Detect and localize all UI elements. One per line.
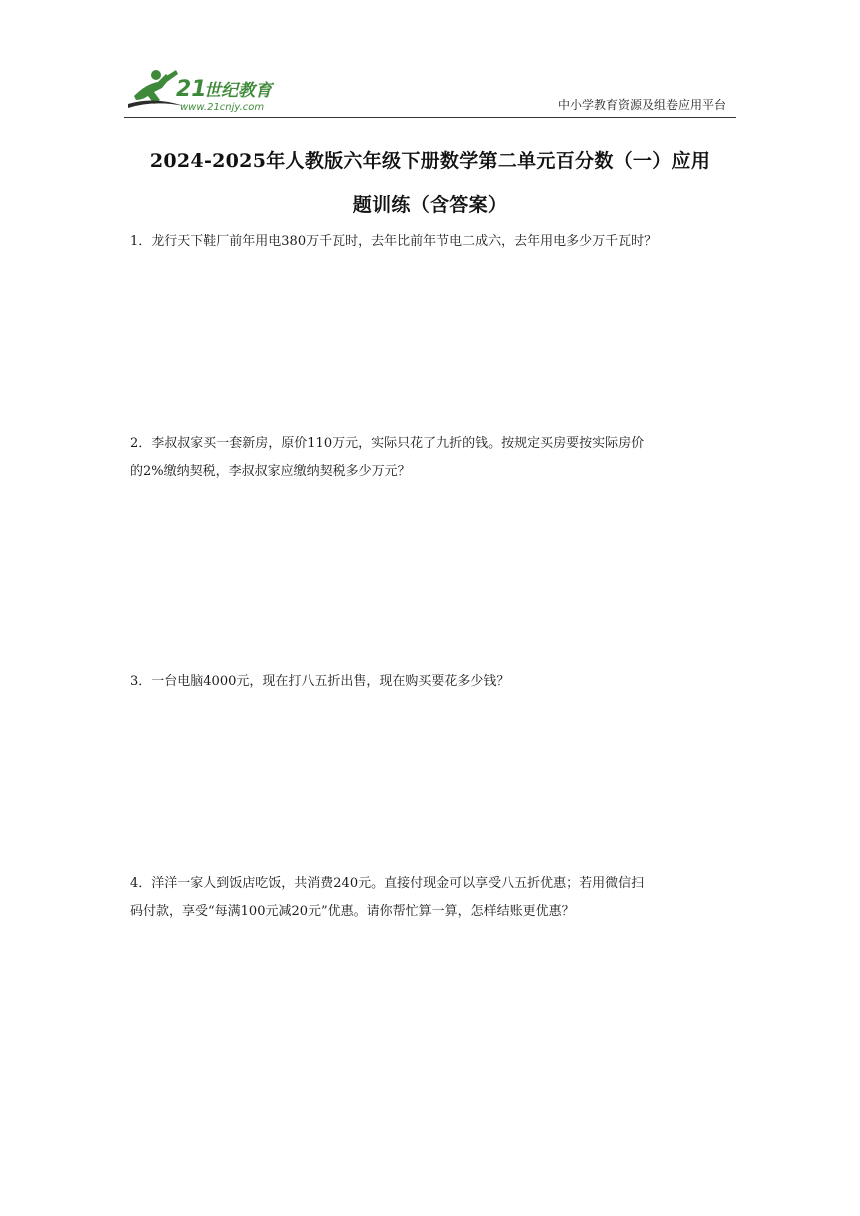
question-4 (130, 870, 740, 926)
question-4-line-2: 码付款，享受“每满100元减20元”优惠。请你帮忙算一算，怎样结账更优惠？ (130, 904, 575, 919)
question-1 (130, 228, 740, 256)
question-2 (130, 430, 740, 486)
question-1-line-1: 1．龙行天下鞋厂前年用电380万千瓦时，去年比前年节电二成六，去年用电多少万千瓦时？ (130, 234, 658, 249)
svg-text:21: 21 (176, 77, 207, 102)
question-2-line-2: 的2%缴纳契税，李叔叔家应缴纳契税多少万元？ (130, 464, 411, 479)
question-4-line-1: 4．洋洋一家人到饭店吃饭，共消费240元。直接付现金可以享受八五折优惠；若用微信扫 (130, 876, 645, 891)
question-3 (130, 668, 740, 696)
svg-text:www.21cnjy.com: www.21cnjy.com (180, 102, 265, 113)
page-header (124, 66, 736, 118)
svg-text:世纪教育: 世纪教育 (204, 81, 272, 101)
document-title-line-1: 2024-2025年人教版六年级下册数学第二单元百分数（一）应用 (149, 150, 711, 172)
question-2-line-1: 2．李叔叔家买一套新房，原价110万元，实际只花了九折的钱。按规定买房要按实际房价 (130, 436, 645, 451)
platform-name: 中小学教育资源及组卷应用平台 (557, 98, 726, 112)
question-3-line-1: 3．一台电脑4000元，现在打八五折出售，现在购买要花多少钱？ (130, 674, 510, 689)
header-divider (124, 117, 736, 118)
document-title-line-2: 题训练（含答案） (352, 194, 508, 216)
logo-21cnjy (124, 66, 294, 116)
